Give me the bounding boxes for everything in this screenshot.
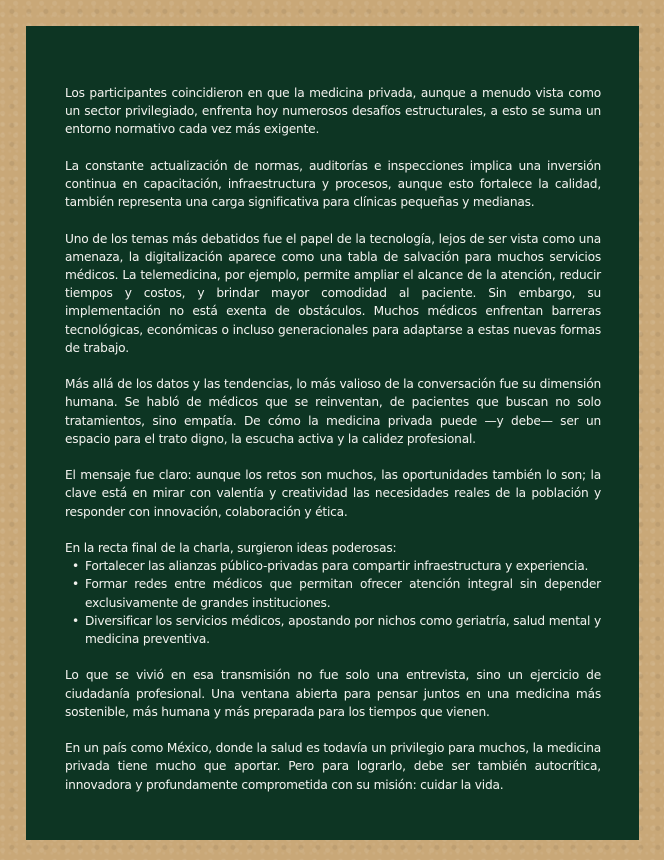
paragraph-3: Uno de los temas más debatidos fue el papel de la tecnología, lejos de ser vista como una amenaza, la digitalización aparece como una tabla de salvación para muchos servicios médicos. La telemedicina, por ejemplo, permite ampliar el alcance de la atención, reducir tiempos y costos, y brindar mayor comodidad al paciente. Sin embargo, su implementación no está exenta de obstáculos. Muchos médicos enfrentan barreras tecnológicas, económicas o incluso generacionales para adaptarse a estas nuevas formas de trabajo. <box>65 231 601 355</box>
list-item <box>72 557 601 575</box>
list-item-text: Diversificar los servicios médicos, apostando por nichos como geriatría, salud mental y medicina preventiva. <box>85 613 601 647</box>
paragraph-4: Más allá de los datos y las tendencias, lo más valioso de la conversación fue su dimensión humana. Se habló de médicos que se reinventan, de pacientes que buscan no solo tratamientos, sino empatía. De cómo la medicina privada puede —y debe— ser un espacio para el trato digno, la escucha activa y la calidez profesional. <box>65 377 601 446</box>
list-item <box>72 575 601 611</box>
paragraph-1: Los participantes coincidieron en que la medicina privada, aunque a menudo vista como un sector privilegiado, enfrenta hoy numerosos desafíos estructurales, a esto se suma un entorno normativo cada vez más exigente. <box>65 86 601 137</box>
bullet-icon: • <box>72 559 79 574</box>
list-item-text: Fortalecer las alianzas público-privadas para compartir infraestructura y experiencia. <box>85 559 589 574</box>
list-item <box>72 612 601 648</box>
ideas-list <box>65 557 601 648</box>
paragraph-2: La constante actualización de normas, auditorías e inspecciones implica una inversión continua en capacitación, infraestructura y procesos, aunque esto fortalece la calidad, también representa una carga significativa para clínicas pequeñas y medianas. <box>65 158 601 210</box>
list-intro: En la recta final de la charla, surgieron ideas poderosas: <box>65 541 397 555</box>
paragraph-5: El mensaje fue claro: aunque los retos son muchos, las oportunidades también lo son; la clave está en mirar con valentía y creatividad las necesidades reales de la población y responder con innovación, colaboración y ética. <box>65 468 601 519</box>
bullet-icon: • <box>72 577 79 592</box>
paragraph-closing-2: En un país como México, donde la salud es todavía un privilegio para muchos, la medicina privada tiene mucho que aportar. Pero para lograrlo, debe ser también autocrítica, innovadora y profundamente comprometida con su misión: cuidar la vida. <box>65 741 601 792</box>
paragraph-closing-1: Lo que se vivió en esa transmisión no fue solo una entrevista, sino un ejercicio de ciudadanía profesional. Una ventana abierta para pensar juntos en una medicina más sostenible, más humana y más preparada para los tiempos que vienen. <box>65 668 601 719</box>
bullet-icon: • <box>72 613 79 628</box>
list-item-text: Formar redes entre médicos que permitan ofrecer atención integral sin depender exclusivamente de grandes instituciones. <box>85 577 601 610</box>
article-panel <box>26 26 639 840</box>
